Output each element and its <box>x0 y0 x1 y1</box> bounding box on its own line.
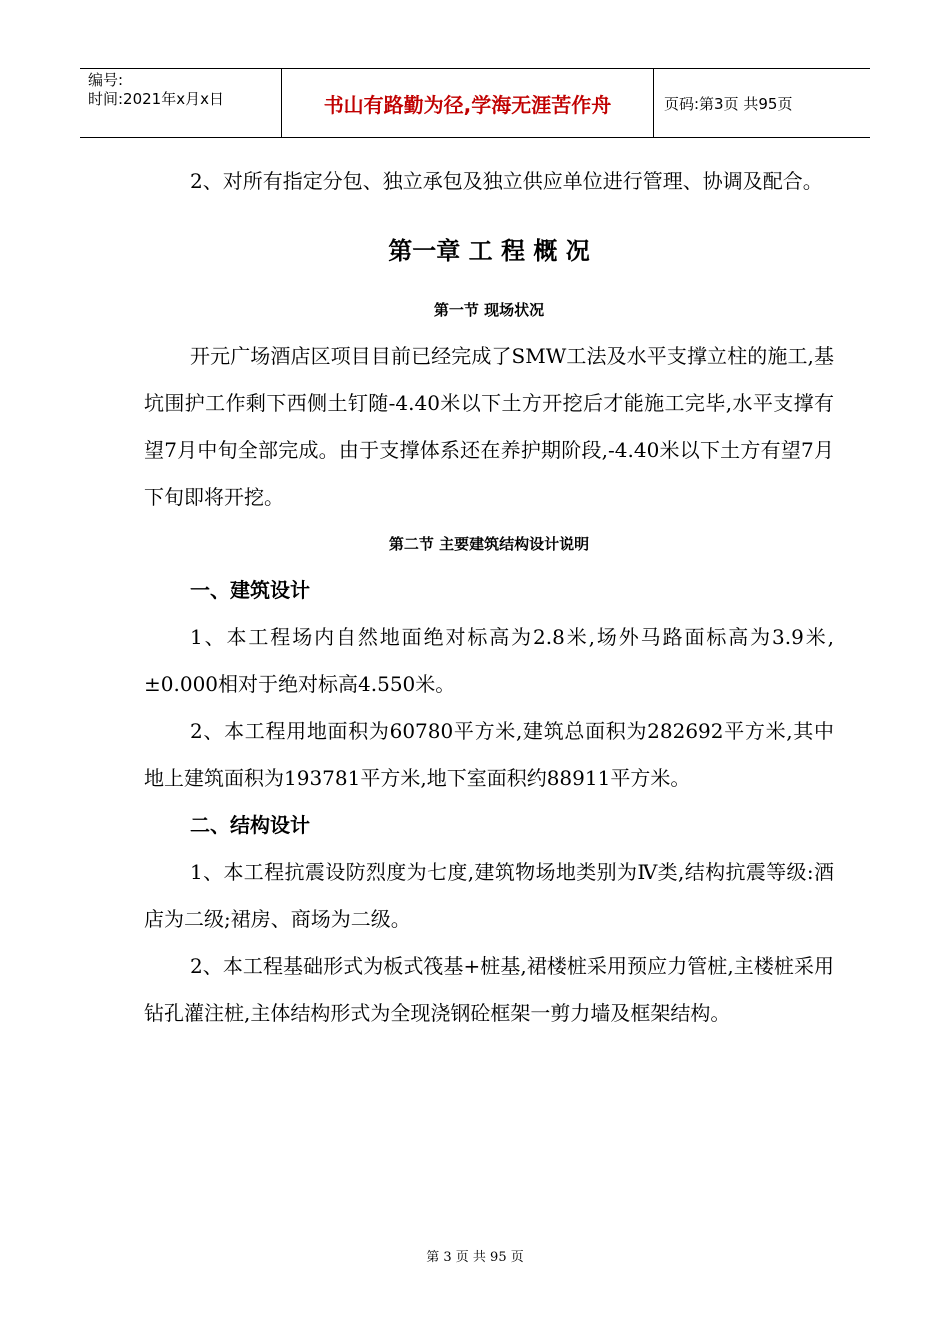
structural-paragraph-1: 1、本工程抗震设防烈度为七度,建筑物场地类别为Ⅳ类,结构抗震等级:酒店为二级;裙房、商场为二级。 <box>144 860 834 931</box>
architectural-paragraph-1: 1、本工程场内自然地面绝对标高为2.8米,场外马路面标高为3.9米,±0.000相对于绝对标高4.550米。 <box>144 625 834 696</box>
structural-paragraph-2: 2、本工程基础形式为板式筏基+桩基,裙楼桩采用预应力管桩,主楼桩采用钻孔灌注桩,主体结构形式为全现浇钢砼框架一剪力墙及框架结构。 <box>144 954 834 1025</box>
section-title-design-notes: 第二节 主要建筑结构设计说明 <box>388 535 590 553</box>
document-body <box>144 158 834 1037</box>
architectural-design-heading: 一、建筑设计 <box>190 578 310 602</box>
header-page-info: 页码:第3页 共95页 <box>664 94 793 113</box>
page-header <box>80 68 870 138</box>
intro-paragraph: 2、对所有指定分包、独立承包及独立供应单位进行管理、协调及配合。 <box>190 169 823 193</box>
section-title-site-conditions: 第一节 现场状况 <box>433 301 545 319</box>
site-conditions-paragraph: 开元广场酒店区项目目前已经完成了SMW工法及水平支撑立柱的施工,基坑围护工作剩下西侧土钉随-4.40米以下土方开挖后才能施工完毕,水平支撑有望7月中旬全部完成。由于支撑体系还在养护期阶段,-4.40米以下土方有望7月下旬即将开挖。 <box>144 344 834 509</box>
page-footer: 第 3 页 共 95 页 <box>426 1250 524 1265</box>
structural-design-heading: 二、结构设计 <box>190 813 310 837</box>
architectural-paragraph-2: 2、本工程用地面积为60780平方米,建筑总面积为282692平方米,其中地上建筑面积为193781平方米,地下室面积约88911平方米。 <box>144 719 834 790</box>
header-motto: 书山有路勤为径,学海无涯苦作舟 <box>282 69 654 137</box>
header-left-cell <box>80 69 282 137</box>
document-time-label: 时间:2021年x月x日 <box>88 90 224 108</box>
chapter-title: 第一章 工 程 概 况 <box>388 237 590 265</box>
document-number-label: 编号: <box>88 71 124 89</box>
